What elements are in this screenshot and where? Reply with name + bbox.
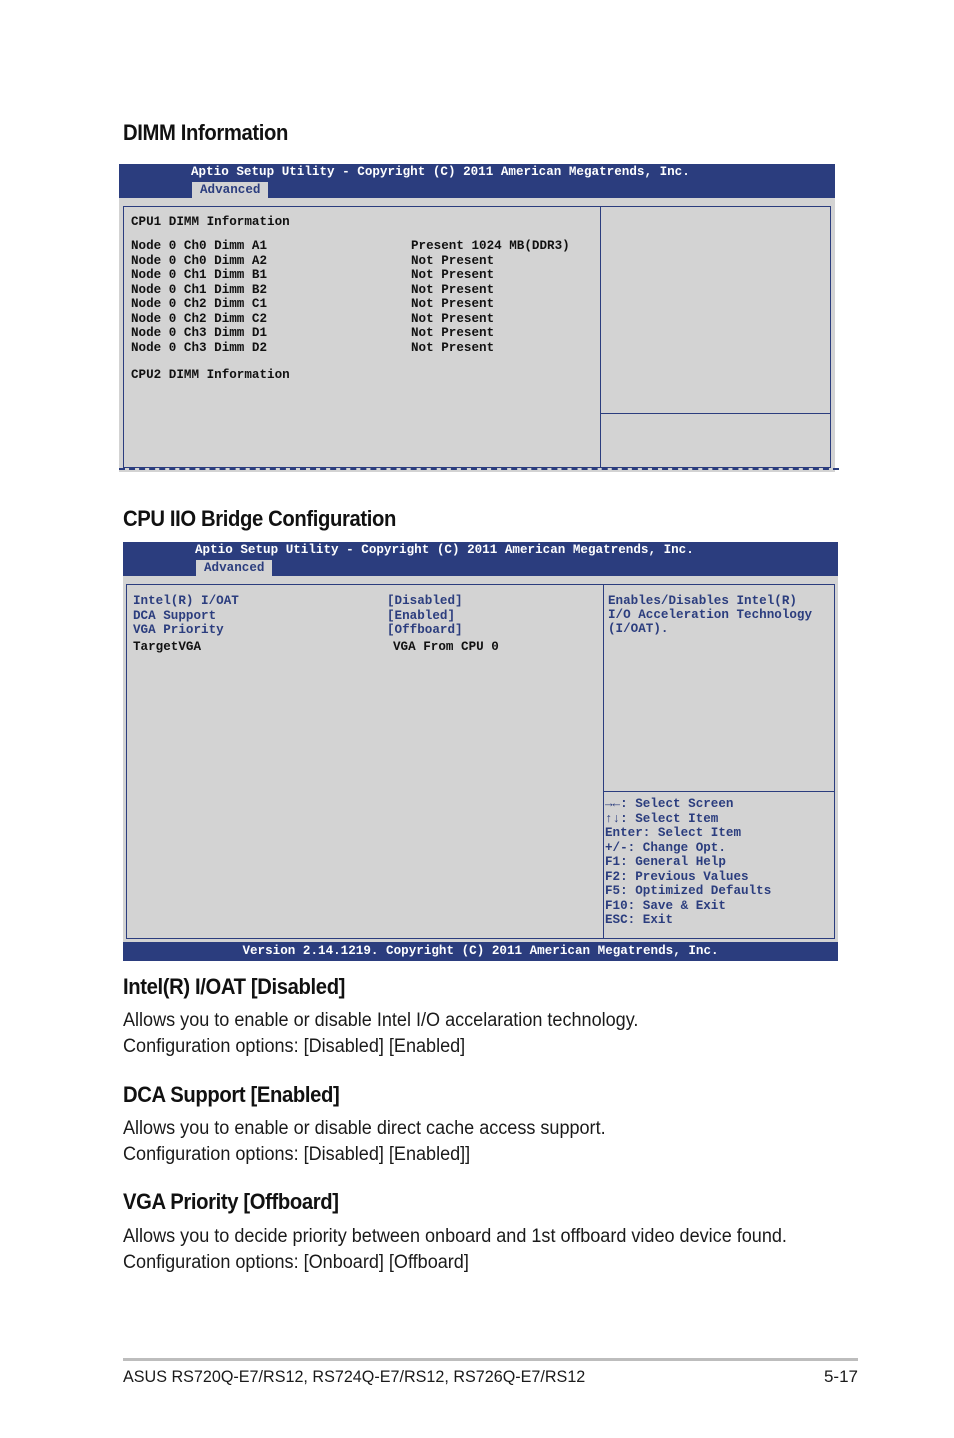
key-legend-item: ↑↓: Select Item xyxy=(605,811,719,826)
setting-item-label[interactable]: DCA Support xyxy=(133,608,217,623)
setting-item-label[interactable]: VGA Priority xyxy=(133,623,224,637)
help-line: (I/OAT). xyxy=(608,622,669,637)
key-legend-item: F5: Optimized Defaults xyxy=(605,884,772,898)
setting-item-value[interactable]: [Disabled] xyxy=(387,594,463,608)
dimm-slot-label: Node 0 Ch1 Dimm B1 xyxy=(131,268,268,282)
cpu1-dimm-header: CPU1 DIMM Information xyxy=(131,215,290,229)
ioat-options-text: Configuration options: [Disabled] [Enabled] xyxy=(123,1036,466,1057)
ioat-description xyxy=(123,1008,638,1060)
dimm-slot-status: Present 1024 MB(DDR3) xyxy=(411,239,570,253)
tab-advanced[interactable]: Advanced xyxy=(192,182,268,198)
key-legend-item: F2: Previous Values xyxy=(605,869,749,884)
bios-screenshot-dimm xyxy=(119,164,835,472)
dimm-slot-status: Not Present xyxy=(411,340,495,355)
dca-desc-text: Allows you to enable or disable direct cache access support. xyxy=(123,1118,606,1139)
target-vga-value: VGA From CPU 0 xyxy=(393,640,499,654)
ioat-heading: Intel(R) I/OAT [Disabled] xyxy=(123,974,346,999)
target-vga-label: TargetVGA xyxy=(133,640,202,654)
dimm-slot-label: Node 0 Ch0 Dimm A2 xyxy=(131,253,268,268)
bios-title: Aptio Setup Utility - Copyright (C) 2011 American Megatrends, Inc. xyxy=(195,543,694,557)
setting-item-value[interactable]: [Offboard] xyxy=(387,623,463,637)
bios-title: Aptio Setup Utility - Copyright (C) 2011 American Megatrends, Inc. xyxy=(191,165,690,179)
dimm-slot-status: Not Present xyxy=(411,311,495,326)
cutoff-divider xyxy=(119,468,839,470)
vga-heading: VGA Priority [Offboard] xyxy=(123,1189,339,1214)
dimm-slot-label: Node 0 Ch1 Dimm B2 xyxy=(131,282,268,297)
setting-item-value[interactable]: [Enabled] xyxy=(387,608,456,623)
dimm-slot-label: Node 0 Ch2 Dimm C1 xyxy=(131,297,268,311)
key-legend-item: Enter: Select Item xyxy=(605,826,742,840)
dimm-slot-label: Node 0 Ch2 Dimm C2 xyxy=(131,311,268,326)
dimm-slot-status: Not Present xyxy=(411,253,495,268)
vga-options-text: Configuration options: [Onboard] [Offboard] xyxy=(123,1252,469,1273)
dimm-slot-status: Not Present xyxy=(411,326,495,340)
dca-description xyxy=(123,1116,606,1168)
key-legend-item: F10: Save & Exit xyxy=(605,898,726,913)
vga-description xyxy=(123,1224,787,1276)
key-legend-item: →←: Select Screen xyxy=(605,797,734,811)
dimm-slot-label: Node 0 Ch0 Dimm A1 xyxy=(131,239,268,253)
key-legend-item: F1: General Help xyxy=(605,855,726,869)
main-pane xyxy=(126,584,604,939)
dimm-slot-status: Not Present xyxy=(411,282,495,297)
version-bar: Version 2.14.1219. Copyright (C) 2011 American Megatrends, Inc. xyxy=(123,942,838,961)
bios-screenshot-iio xyxy=(123,542,838,961)
bios-title-bar xyxy=(119,164,835,198)
dca-options-text: Configuration options: [Disabled] [Enabled]] xyxy=(123,1144,471,1165)
key-legend-item: ESC: Exit xyxy=(605,913,674,927)
help-line: Enables/Disables Intel(R) xyxy=(608,594,797,608)
dimm-information-heading: DIMM Information xyxy=(123,120,289,145)
dimm-slot-status: Not Present xyxy=(411,297,495,311)
tab-advanced[interactable]: Advanced xyxy=(196,560,272,576)
bios-title-bar xyxy=(123,542,838,576)
cpu2-dimm-header: CPU2 DIMM Information xyxy=(131,368,290,382)
help-line: I/O Acceleration Technology xyxy=(608,608,813,623)
keys-pane xyxy=(600,413,831,468)
key-legend-item: +/-: Change Opt. xyxy=(605,840,726,855)
vga-desc-text: Allows you to decide priority between onboard and 1st offboard video device found. xyxy=(123,1226,787,1247)
help-pane xyxy=(600,206,831,414)
dimm-slot-label: Node 0 Ch3 Dimm D2 xyxy=(131,340,268,355)
setting-item-label[interactable]: Intel(R) I/OAT xyxy=(133,594,239,608)
ioat-desc-text: Allows you to enable or disable Intel I/O accelaration technology. xyxy=(123,1010,639,1031)
footer-models: ASUS RS720Q-E7/RS12, RS724Q-E7/RS12, RS726Q-E7/RS12 xyxy=(123,1367,586,1386)
dimm-slot-label: Node 0 Ch3 Dimm D1 xyxy=(131,326,268,340)
cpu-iio-heading: CPU IIO Bridge Configuration xyxy=(123,506,397,531)
dca-heading: DCA Support [Enabled] xyxy=(123,1082,340,1107)
page-number: 5-17 xyxy=(823,1367,858,1386)
footer-divider xyxy=(123,1358,858,1361)
dimm-slot-status: Not Present xyxy=(411,268,495,282)
